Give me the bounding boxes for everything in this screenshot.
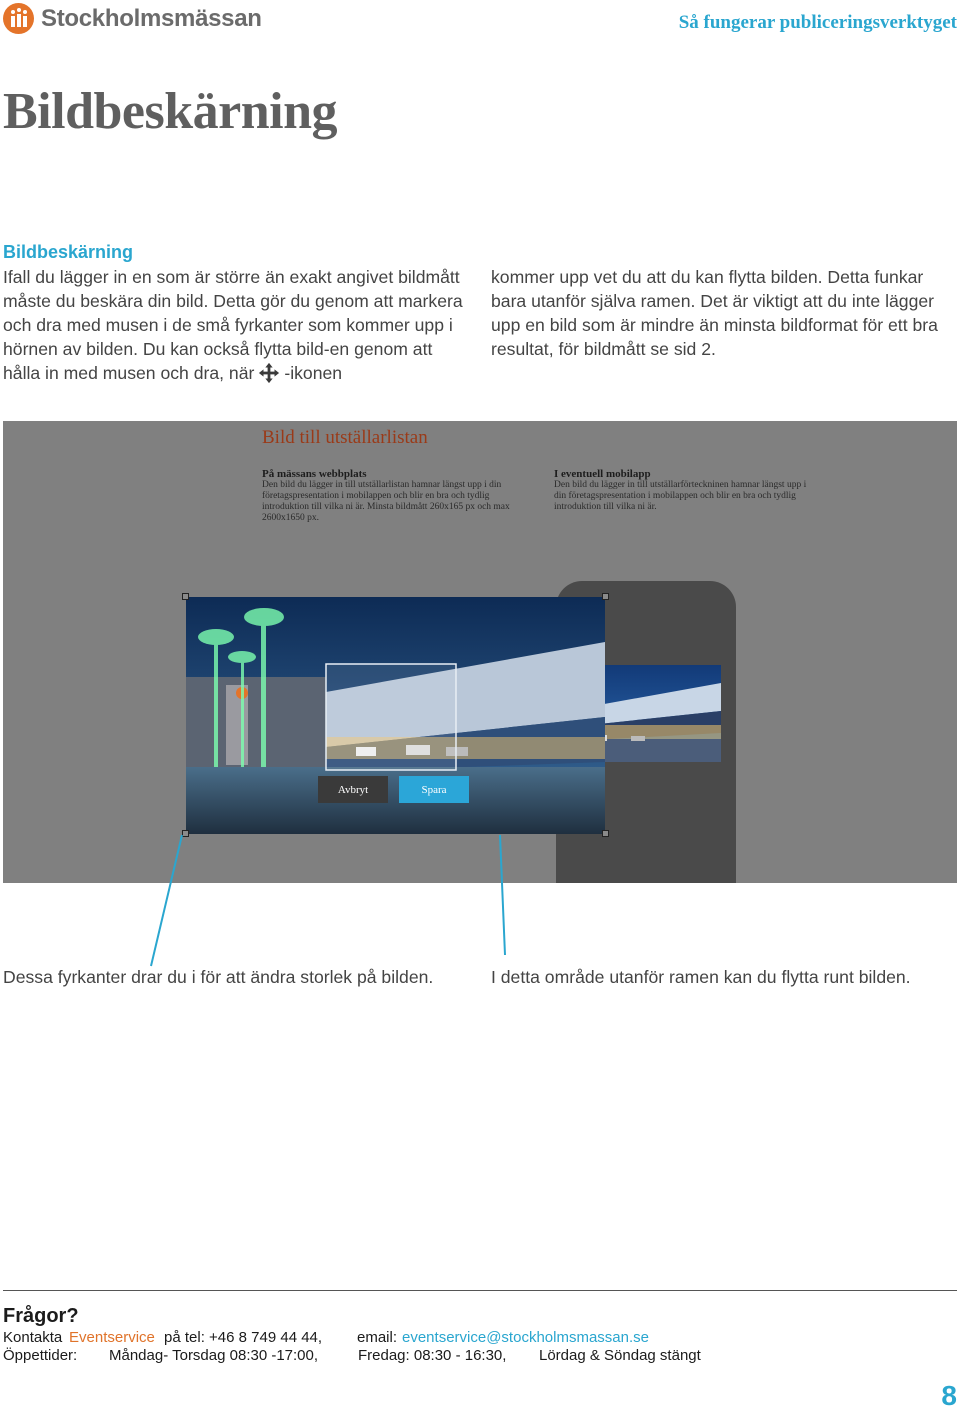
- body-text-left-part1: Ifall du lägger in en som är större än exakt angivet bildmått måste du beskära din bild. Detta gör du genom att markera och dra med musen i de små fyrkanter som kommer upp i hörnen av bilden. Du kan också flytta bild-en genom att hålla in med musen och dra, när: [3, 267, 463, 383]
- footer-heading: Frågor?: [3, 1305, 79, 1327]
- caption-resize: Dessa fyrkanter drar du i för att ändra storlek på bilden.: [3, 967, 434, 987]
- crop-image[interactable]: [186, 597, 605, 834]
- resize-handle-top-left[interactable]: [182, 593, 189, 600]
- resize-handle-bottom-right[interactable]: [602, 830, 609, 837]
- panel-title: Bild till utställarlistan: [262, 427, 428, 448]
- page-number: 8: [941, 1380, 957, 1408]
- hours-weekend: Lördag & Söndag stängt: [539, 1347, 701, 1364]
- body-text-left: [3, 265, 473, 385]
- hours-weekday: Måndag- Torsdag 08:30 -17:00,: [109, 1347, 319, 1364]
- resize-handle-top-right[interactable]: [602, 593, 609, 600]
- body-text-left-part2: -ikonen: [284, 363, 343, 383]
- cancel-button[interactable]: Avbryt: [318, 776, 388, 803]
- move-icon: [258, 362, 280, 384]
- email-link[interactable]: eventservice@stockholmsmassan.se: [402, 1329, 649, 1346]
- page-title: Bildbeskärning: [3, 83, 338, 140]
- contact-service: Eventservice: [69, 1329, 155, 1346]
- document-title: Så fungerar publiceringsverktyget: [678, 12, 957, 33]
- section-heading: Bildbeskärning: [3, 242, 134, 262]
- mobile-body: Den bild du lägger in till utställarförteckninen hamnar längst upp i din företagspresentation i mobilappen och blir en bra och tydlig introduktion till vilka ni är.: [554, 480, 807, 512]
- contact-tel: på tel: +46 8 749 44 44,: [164, 1329, 323, 1346]
- image-crop-screenshot: [3, 421, 957, 883]
- web-heading: På mässans webbplats: [262, 468, 367, 480]
- save-button[interactable]: Spara: [399, 776, 469, 803]
- hours-friday: Fredag: 08:30 - 16:30,: [358, 1347, 507, 1364]
- hours-label: Öppettider:: [3, 1347, 78, 1364]
- footer-divider: [3, 1290, 957, 1291]
- stockholmsmassan-logo[interactable]: [3, 3, 262, 34]
- body-text-right: kommer upp vet du att du kan flytta bilden. Detta funkar bara utanför själva ramen. Det är viktigt att du inte lägger upp en bild som är mindre än minsta bildformat för ett bra resultat, för bildmått se sid 2.: [491, 267, 938, 359]
- resize-handle-bottom-left[interactable]: [182, 830, 189, 837]
- email-label: email:: [357, 1329, 398, 1346]
- mobile-heading: I eventuell mobilapp: [554, 468, 651, 480]
- caption-move: I detta område utanför ramen kan du flytta runt bilden.: [491, 967, 911, 987]
- logo-text: Stockholmsmässan: [41, 4, 262, 32]
- logo-mark-icon: [3, 3, 34, 34]
- contact-prefix: Kontakta: [3, 1329, 63, 1346]
- web-body: Den bild du lägger in till utställarlistan hamnar längst upp i din företagspresentation i mobilappen och blir en bra och tydlig introduktion till vilka ni är. Minsta bildmått 260x165 px och max 2600x1650 px.: [262, 480, 510, 523]
